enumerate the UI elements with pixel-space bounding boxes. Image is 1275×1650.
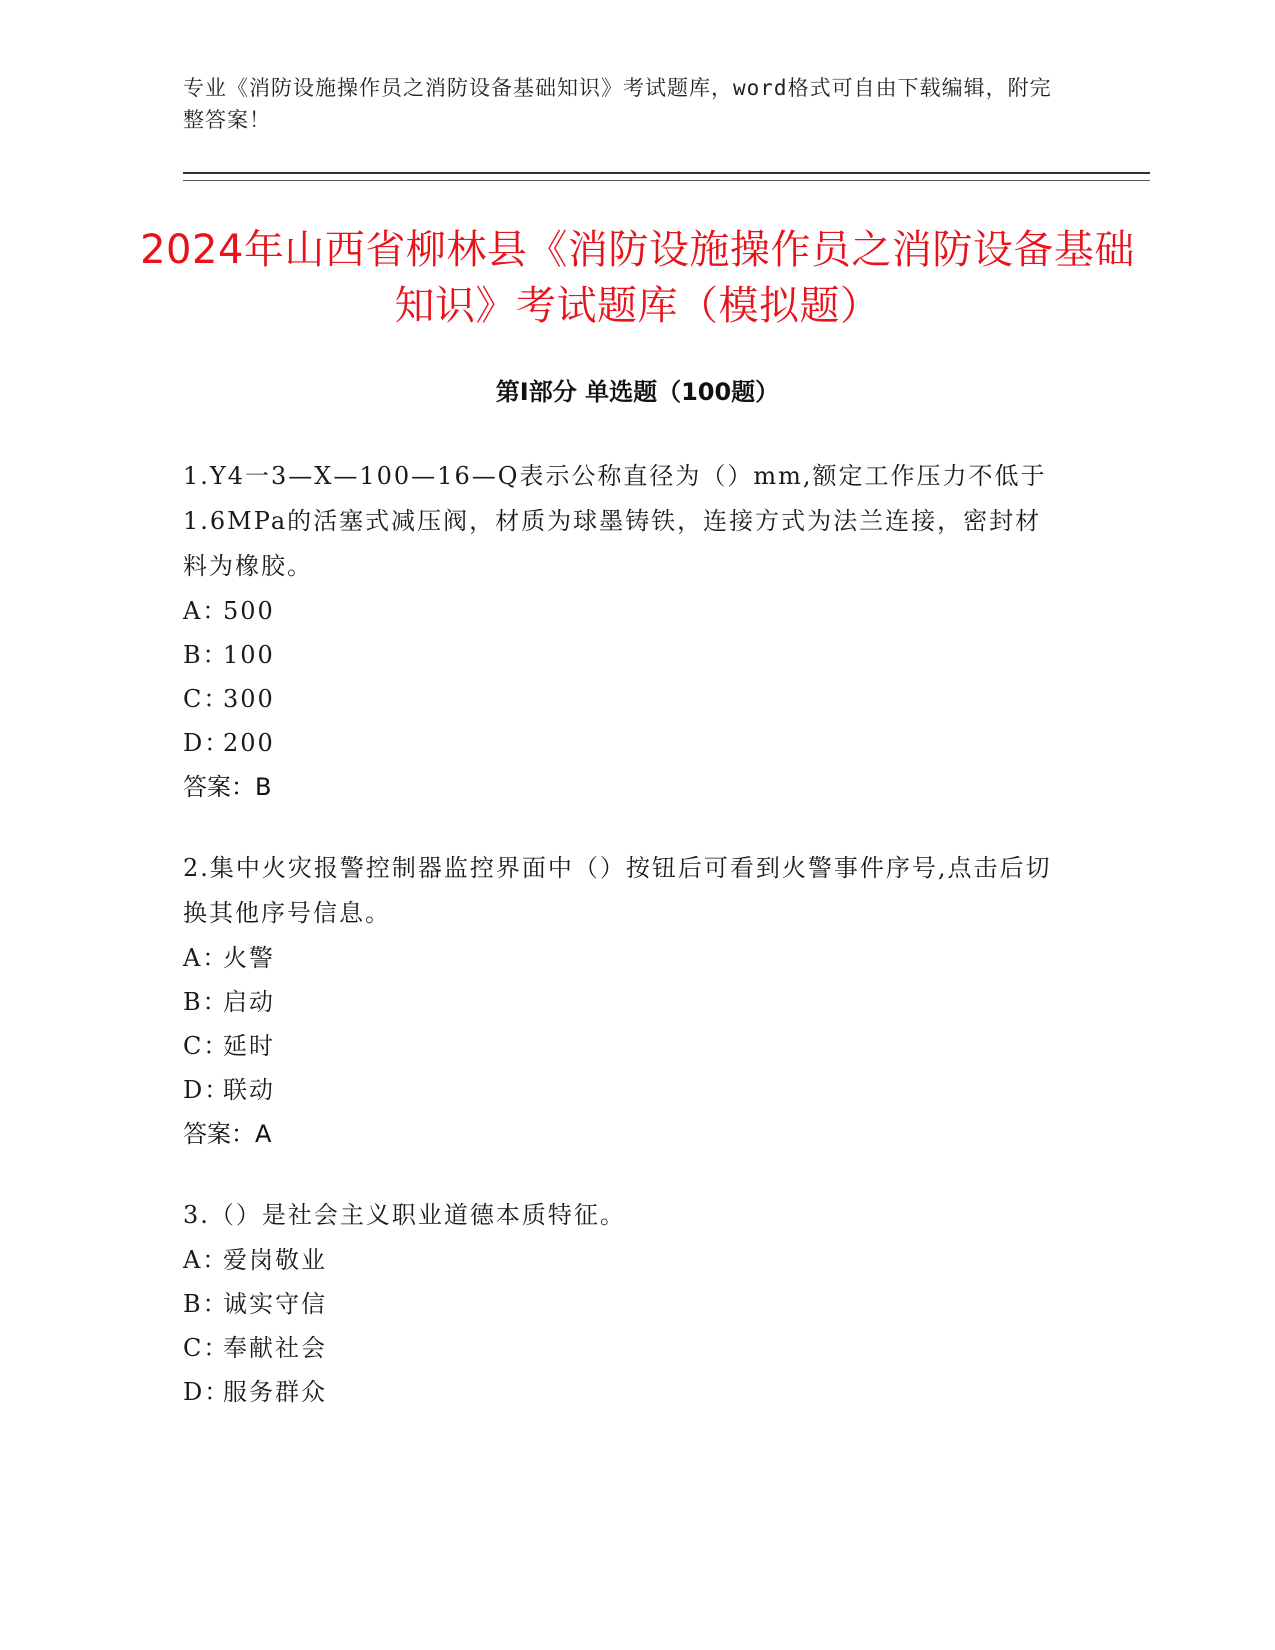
question-stem: 3.（）是社会主义职业道德本质特征。 <box>183 1201 626 1229</box>
option-letter: B： <box>183 1290 229 1318</box>
option-b <box>183 1282 1063 1326</box>
option-d <box>183 721 1063 765</box>
option-letter: C： <box>183 1334 230 1362</box>
option-d <box>183 1068 1063 1112</box>
option-text: 诚实守信 <box>223 1290 327 1318</box>
header-rule-thin <box>183 180 1150 181</box>
option-text: 200 <box>223 729 275 757</box>
answer-line: 答案：B <box>183 773 272 801</box>
question-2 <box>183 846 1063 1156</box>
option-c <box>183 1024 1063 1068</box>
option-text: 100 <box>223 641 275 669</box>
option-text: 500 <box>223 597 275 625</box>
option-letter: A： <box>183 1246 229 1274</box>
option-text: 奉献社会 <box>223 1334 327 1362</box>
option-b <box>183 980 1063 1024</box>
question-1 <box>183 454 1063 809</box>
option-text: 启动 <box>223 988 275 1016</box>
option-letter: A： <box>183 944 229 972</box>
question-stem: 2.集中火灾报警控制器监控界面中（）按钮后可看到火警事件序号,点击后切换其他序号信息。 <box>183 854 1052 927</box>
option-text: 爱岗敬业 <box>223 1246 327 1274</box>
answer-line: 答案：A <box>183 1120 272 1148</box>
option-c <box>183 677 1063 721</box>
option-a <box>183 1238 1063 1282</box>
option-letter: C： <box>183 685 230 713</box>
question-stem: 1.Y4一3—X—100—16—Q表示公称直径为（）mm,额定工作压力不低于1.6MPa的活塞式减压阀，材质为球墨铸铁，连接方式为法兰连接，密封材料为橡胶。 <box>183 462 1047 580</box>
option-letter: A： <box>183 597 229 625</box>
option-letter: C： <box>183 1032 230 1060</box>
question-list <box>183 454 1063 1451</box>
option-c <box>183 1326 1063 1370</box>
option-text: 300 <box>223 685 275 713</box>
option-text: 延时 <box>223 1032 275 1060</box>
option-letter: B： <box>183 641 229 669</box>
option-a <box>183 936 1063 980</box>
option-b <box>183 633 1063 677</box>
document-title: 2024年山西省柳林县《消防设施操作员之消防设备基础知识》考试题库（模拟题） <box>140 227 1135 329</box>
option-letter: D： <box>183 729 231 757</box>
option-letter: B： <box>183 988 229 1016</box>
option-letter: D： <box>183 1378 231 1406</box>
header-rule-thick <box>183 172 1150 174</box>
question-3 <box>183 1193 1063 1414</box>
option-text: 火警 <box>223 944 275 972</box>
option-text: 服务群众 <box>223 1378 327 1406</box>
option-text: 联动 <box>223 1076 275 1104</box>
header-note: 专业《消防设施操作员之消防设备基础知识》考试题库，word格式可自由下载编辑，附完整答案！ <box>183 76 1052 132</box>
option-letter: D： <box>183 1076 231 1104</box>
option-d <box>183 1370 1063 1414</box>
section-title: 第I部分 单选题（100题） <box>495 378 780 406</box>
option-a <box>183 589 1063 633</box>
